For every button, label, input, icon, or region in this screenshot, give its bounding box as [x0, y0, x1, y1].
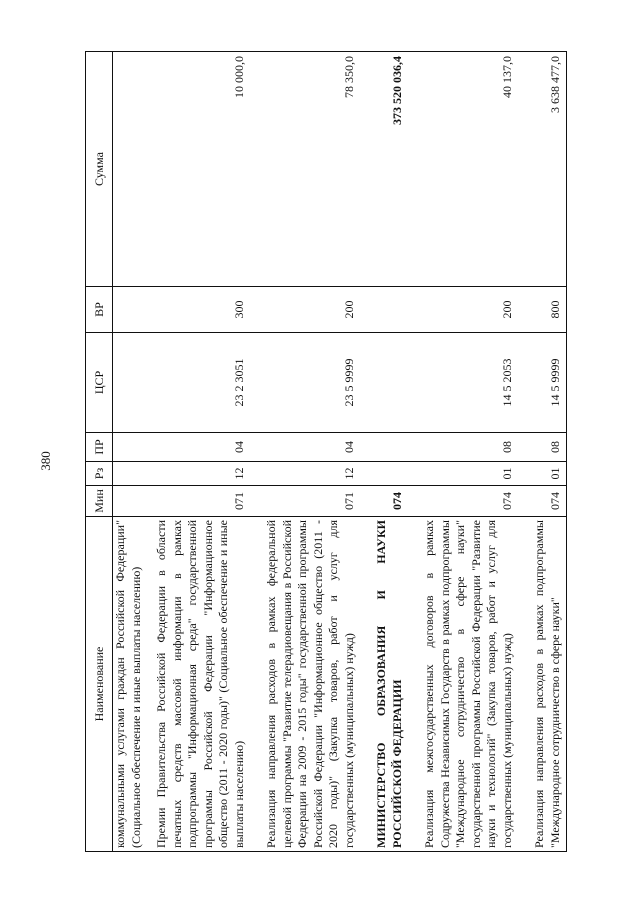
table-row	[528, 52, 567, 852]
row-vr: 200	[418, 287, 518, 333]
row-sum: 10 000,0	[150, 52, 250, 287]
row-pr: 08	[418, 433, 518, 462]
table-header-row	[86, 52, 113, 852]
row-sum: 78 350,0	[260, 52, 360, 287]
row-rz: 12	[150, 462, 250, 486]
row-min	[113, 486, 151, 517]
table-row	[418, 52, 518, 852]
row-pr	[113, 433, 151, 462]
budget-table-rotated	[85, 52, 562, 852]
header-rz: Рз	[86, 462, 113, 486]
row-pr	[370, 433, 408, 462]
row-sum: 3 638 477,0	[528, 52, 567, 287]
row-rz: 12	[260, 462, 360, 486]
row-name: Реализация направления расходов в рамках федеральной целевой программы "Развитие телерадиовещания в Российской Федерации на 2009 - 2015 годы" государственной программы Российской Федерации "Информационное общество (2011 - 2020 годы)" (Закупка товаров, работ и услуг для государственных (муниципальных) нужд)	[260, 517, 360, 852]
row-csr: 23 2 3051	[150, 333, 250, 433]
table-row	[113, 52, 151, 852]
row-pr: 04	[150, 433, 250, 462]
header-pr: ПР	[86, 433, 113, 462]
row-pr: 08	[528, 433, 567, 462]
row-name: МИНИСТЕРСТВО ОБРАЗОВАНИЯ И НАУКИ РОССИЙСКОЙ ФЕДЕРАЦИИ	[370, 517, 408, 852]
header-min: Мин	[86, 486, 113, 517]
row-min: 074	[528, 486, 567, 517]
row-vr: 800	[528, 287, 567, 333]
table-row-ministry	[370, 52, 408, 852]
row-rz	[370, 462, 408, 486]
row-pr: 04	[260, 433, 360, 462]
row-vr	[370, 287, 408, 333]
row-csr: 23 5 9999	[260, 333, 360, 433]
row-csr: 14 5 9999	[528, 333, 567, 433]
row-csr	[370, 333, 408, 433]
row-name: Реализация направления расходов в рамках подпрограммы "Международное сотрудничество в сфере науки"	[528, 517, 567, 852]
budget-table	[85, 51, 567, 852]
row-rz	[113, 462, 151, 486]
header-vr: ВР	[86, 287, 113, 333]
page-number: 380	[38, 451, 53, 471]
table-row	[260, 52, 360, 852]
header-name: Наименование	[86, 517, 113, 852]
row-sum: 373 520 036,4	[370, 52, 408, 287]
row-name: Премии Правительства Российской Федерации в области печатных средств массовой информации в рамках подпрограммы "Информационная среда" государственной программы Российской Федерации "Информационное общество (2011 - 2020 годы)" (Социальное обеспечение и иные выплаты населению)	[150, 517, 250, 852]
row-min: 074	[370, 486, 408, 517]
row-csr	[113, 333, 151, 433]
row-name: Реализация межгосударственных договоров в рамках Содружества Независимых Государств в рамках подпрограммы "Международное сотрудничество в сфере науки" государственной программы Российской Федерации "Развитие науки и технологий" (Закупка товаров, работ и услуг для государственных (муниципальных) нужд)	[418, 517, 518, 852]
row-name: коммунальными услугами граждан Российской Федерации" (Социальное обеспечение и иные выплаты населению)	[113, 517, 151, 852]
row-sum: 40 137,0	[418, 52, 518, 287]
header-sum: Сумма	[86, 52, 113, 287]
row-min: 071	[150, 486, 250, 517]
row-rz: 01	[528, 462, 567, 486]
table-row	[150, 52, 250, 852]
row-vr: 200	[260, 287, 360, 333]
row-sum	[113, 52, 151, 287]
row-csr: 14 5 2053	[418, 333, 518, 433]
row-rz: 01	[418, 462, 518, 486]
row-min: 074	[418, 486, 518, 517]
row-min: 071	[260, 486, 360, 517]
row-vr	[113, 287, 151, 333]
row-vr: 300	[150, 287, 250, 333]
header-csr: ЦСР	[86, 333, 113, 433]
